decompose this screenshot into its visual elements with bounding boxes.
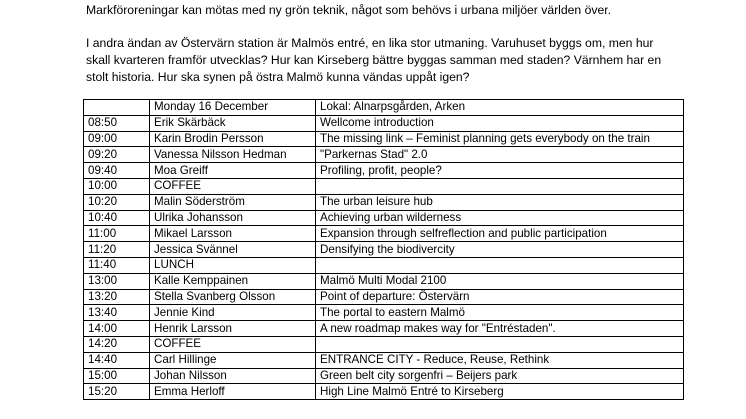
intro-paragraph-2: [86, 35, 686, 86]
time-cell: 13:00: [84, 273, 150, 289]
schedule-row: [84, 305, 684, 321]
schedule-row: [84, 147, 684, 163]
text-line: skall kvarteren framför utvecklas? Hur kan Kirseberg bättre byggas samman med staden? Värnhem har en: [86, 53, 662, 67]
time-cell: 13:20: [84, 289, 150, 305]
speaker-cell: Stella Svanberg Olsson: [150, 289, 316, 305]
schedule-row: [84, 289, 684, 305]
topic-cell: The urban leisure hub: [316, 194, 684, 210]
time-cell: 14:20: [84, 336, 150, 352]
topic-cell: [316, 336, 684, 352]
topic-cell: "Parkernas Stad" 2.0: [316, 147, 684, 163]
schedule-row: [84, 131, 684, 147]
speaker-cell: LUNCH: [150, 257, 316, 273]
schedule-row: [84, 352, 684, 368]
time-cell: 09:40: [84, 163, 150, 179]
schedule-row: [84, 115, 684, 131]
speaker-cell: Moa Greiff: [150, 163, 316, 179]
speaker-cell: Jennie Kind: [150, 305, 316, 321]
schedule-row: [84, 384, 684, 400]
schedule-row: [84, 336, 684, 352]
header-day-cell: Monday 16 December: [150, 100, 316, 116]
time-cell: 14:40: [84, 352, 150, 368]
time-cell: 10:20: [84, 194, 150, 210]
text-line: Markföroreningar kan mötas med ny grön teknik, något som behövs i urbana miljöer världen över.: [86, 3, 612, 17]
time-cell: 15:20: [84, 384, 150, 400]
header-time-cell: [84, 100, 150, 116]
speaker-cell: Johan Nilsson: [150, 368, 316, 384]
topic-cell: High Line Malmö Entré to Kirseberg: [316, 384, 684, 400]
speaker-cell: COFFEE: [150, 336, 316, 352]
topic-cell: Point of departure: Östervärn: [316, 289, 684, 305]
header-location-cell: Lokal: Alnarpsgården, Arken: [316, 100, 684, 116]
topic-cell: Profiling, profit, people?: [316, 163, 684, 179]
speaker-cell: Malin Söderström: [150, 194, 316, 210]
schedule-row: [84, 273, 684, 289]
topic-cell: [316, 178, 684, 194]
topic-cell: The portal to eastern Malmö: [316, 305, 684, 321]
topic-cell: Wellcome introduction: [316, 115, 684, 131]
schedule-table: [83, 99, 684, 400]
speaker-cell: Karin Brodin Persson: [150, 131, 316, 147]
topic-cell: The missing link – Feminist planning gets everybody on the train: [316, 131, 684, 147]
speaker-cell: COFFEE: [150, 178, 316, 194]
intro-paragraph-1: [86, 2, 686, 19]
schedule-row: [84, 210, 684, 226]
time-cell: 14:00: [84, 321, 150, 337]
topic-cell: Densifying the biodivercity: [316, 242, 684, 258]
text-line: I andra ändan av Östervärn station är Malmös entré, en lika stor utmaning. Varuhuset byggs om, men hur: [86, 36, 654, 50]
schedule-row: [84, 257, 684, 273]
schedule-row: [84, 368, 684, 384]
speaker-cell: Jessica Svännel: [150, 242, 316, 258]
time-cell: 13:40: [84, 305, 150, 321]
time-cell: 11:20: [84, 242, 150, 258]
time-cell: 15:00: [84, 368, 150, 384]
topic-cell: Green belt city sorgenfri – Beijers park: [316, 368, 684, 384]
speaker-cell: Vanessa Nilsson Hedman: [150, 147, 316, 163]
topic-cell: Expansion through selfreflection and public participation: [316, 226, 684, 242]
speaker-cell: Kalle Kemppainen: [150, 273, 316, 289]
topic-cell: Achieving urban wilderness: [316, 210, 684, 226]
time-cell: 10:40: [84, 210, 150, 226]
schedule-row: [84, 194, 684, 210]
time-cell: 09:00: [84, 131, 150, 147]
speaker-cell: Mikael Larsson: [150, 226, 316, 242]
time-cell: 08:50: [84, 115, 150, 131]
schedule-row: [84, 178, 684, 194]
schedule-row: [84, 163, 684, 179]
schedule-row: [84, 226, 684, 242]
speaker-cell: Carl Hillinge: [150, 352, 316, 368]
time-cell: 11:40: [84, 257, 150, 273]
schedule-header-row: [84, 100, 684, 116]
speaker-cell: Emma Herloff: [150, 384, 316, 400]
time-cell: 10:00: [84, 178, 150, 194]
topic-cell: Malmö Multi Modal 2100: [316, 273, 684, 289]
speaker-cell: Erik Skärbäck: [150, 115, 316, 131]
schedule-row: [84, 321, 684, 337]
speaker-cell: Henrik Larsson: [150, 321, 316, 337]
text-line: stolt historia. Hur ska synen på östra Malmö kunna vändas uppåt igen?: [86, 70, 470, 84]
speaker-cell: Ulrika Johansson: [150, 210, 316, 226]
topic-cell: ENTRANCE CITY - Reduce, Reuse, Rethink: [316, 352, 684, 368]
topic-cell: [316, 257, 684, 273]
topic-cell: A new roadmap makes way for "Entréstaden".: [316, 321, 684, 337]
time-cell: 11:00: [84, 226, 150, 242]
schedule-row: [84, 242, 684, 258]
time-cell: 09:20: [84, 147, 150, 163]
